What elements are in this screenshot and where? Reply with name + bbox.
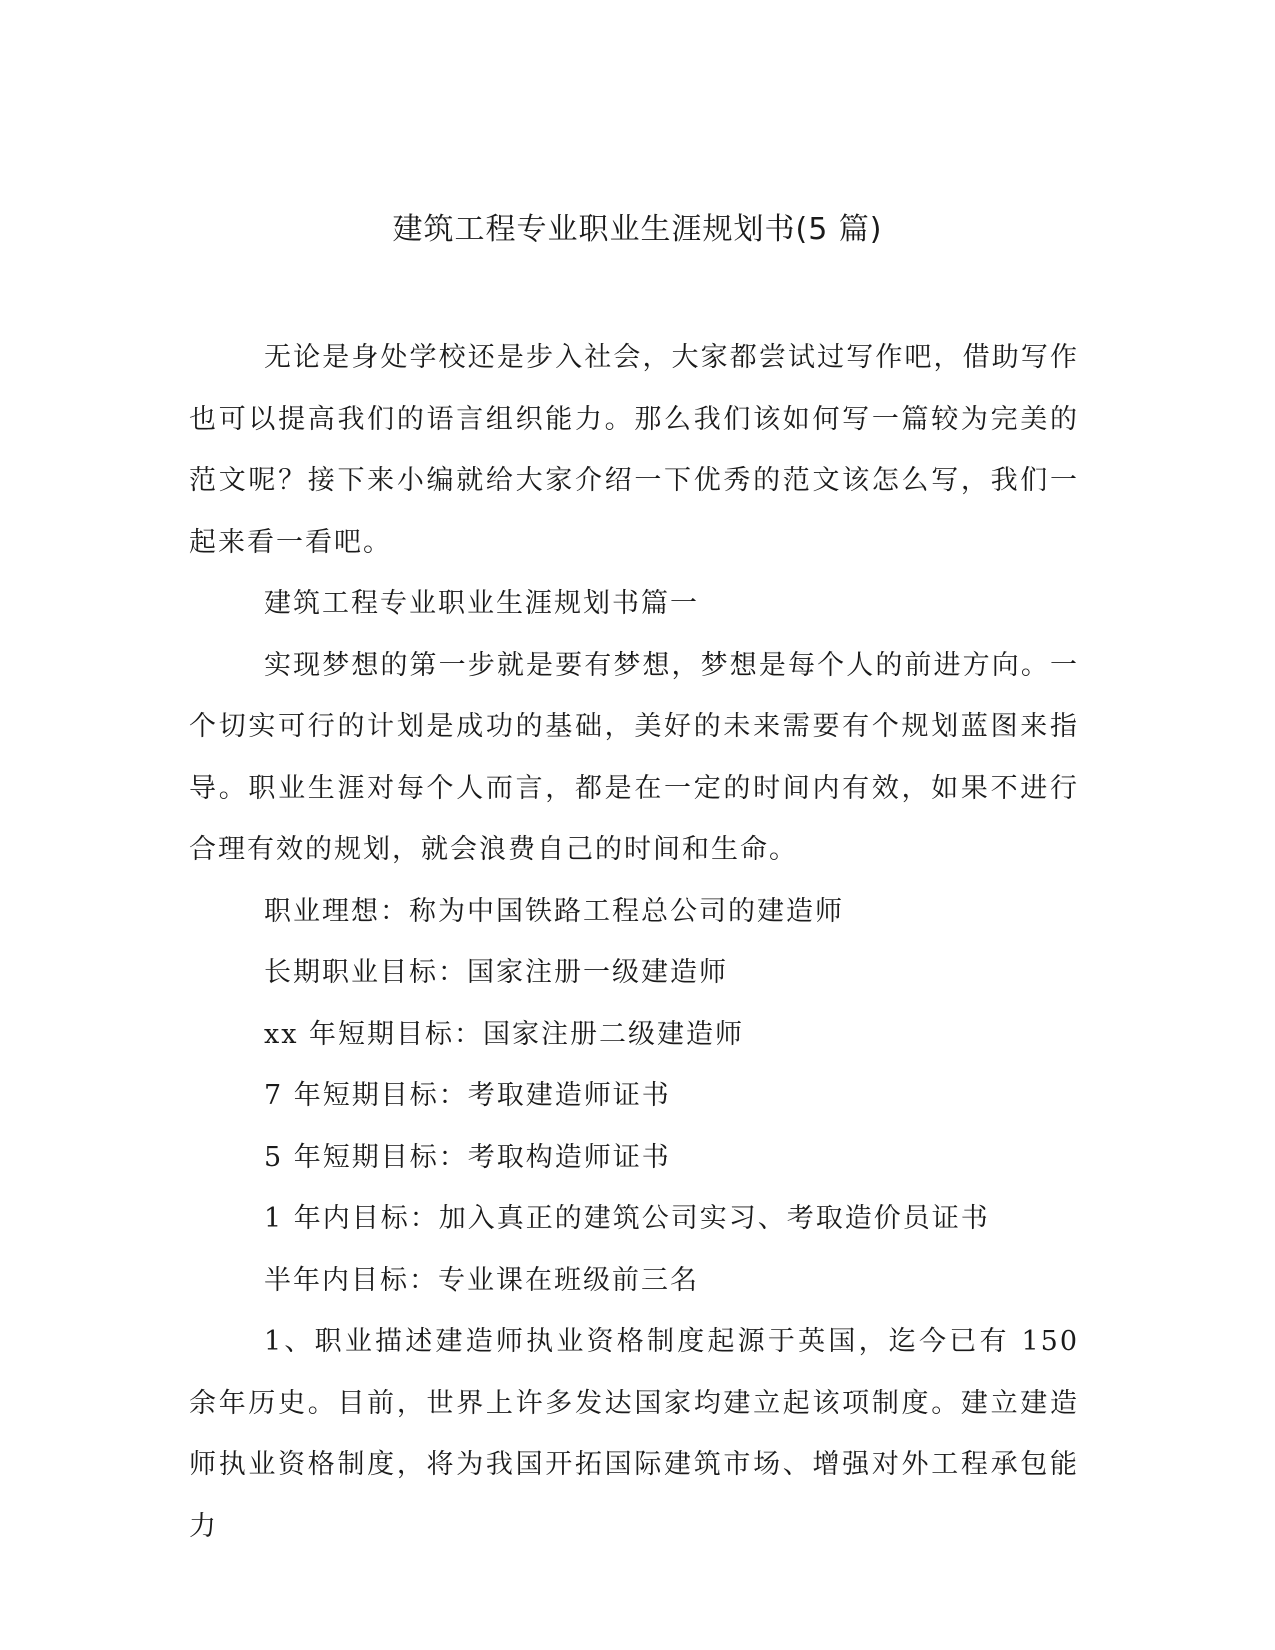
career-description-paragraph: 1、职业描述建造师执业资格制度起源于英国，迄今已有 150 余年历史。目前，世界上许多发达国家均建立起该项制度。建立建造师执业资格制度，将为我国开拓国际建筑市场、增强对外工程承包能力 bbox=[189, 1326, 1079, 1542]
short-term-goal-xx: xx 年短期目标：国家注册二级建造师 bbox=[264, 1018, 745, 1050]
short-term-goal-5: 5 年短期目标：考取构造师证书 bbox=[264, 1141, 671, 1173]
document-body bbox=[189, 327, 1079, 1557]
section-heading: 建筑工程专业职业生涯规划书篇一 bbox=[264, 588, 699, 619]
short-term-goal-7: 7 年短期目标：考取建造师证书 bbox=[264, 1080, 671, 1111]
half-year-goal: 半年内目标：专业课在班级前三名 bbox=[264, 1264, 699, 1296]
career-ideal: 职业理想：称为中国铁路工程总公司的建造师 bbox=[264, 895, 844, 927]
one-year-goal: 1 年内目标：加入真正的建筑公司实习、考取造价员证书 bbox=[264, 1203, 990, 1234]
long-term-goal: 长期职业目标：国家注册一级建造师 bbox=[264, 957, 728, 988]
body-paragraph: 实现梦想的第一步就是要有梦想，梦想是每个人的前进方向。一个切实可行的计划是成功的基础，美好的未来需要有个规划蓝图来指导。职业生涯对每个人而言，都是在一定的时间内有效，如果不进行合理有效的规划，就会浪费自己的时间和生命。 bbox=[189, 649, 1079, 865]
intro-paragraph: 无论是身处学校还是步入社会，大家都尝试过写作吧，借助写作也可以提高我们的语言组织能力。那么我们该如何写一篇较为完美的范文呢？接下来小编就给大家介绍一下优秀的范文该怎么写，我们一起来看一看吧。 bbox=[189, 342, 1079, 558]
document-title: 建筑工程专业职业生涯规划书(5 篇) bbox=[392, 212, 883, 247]
